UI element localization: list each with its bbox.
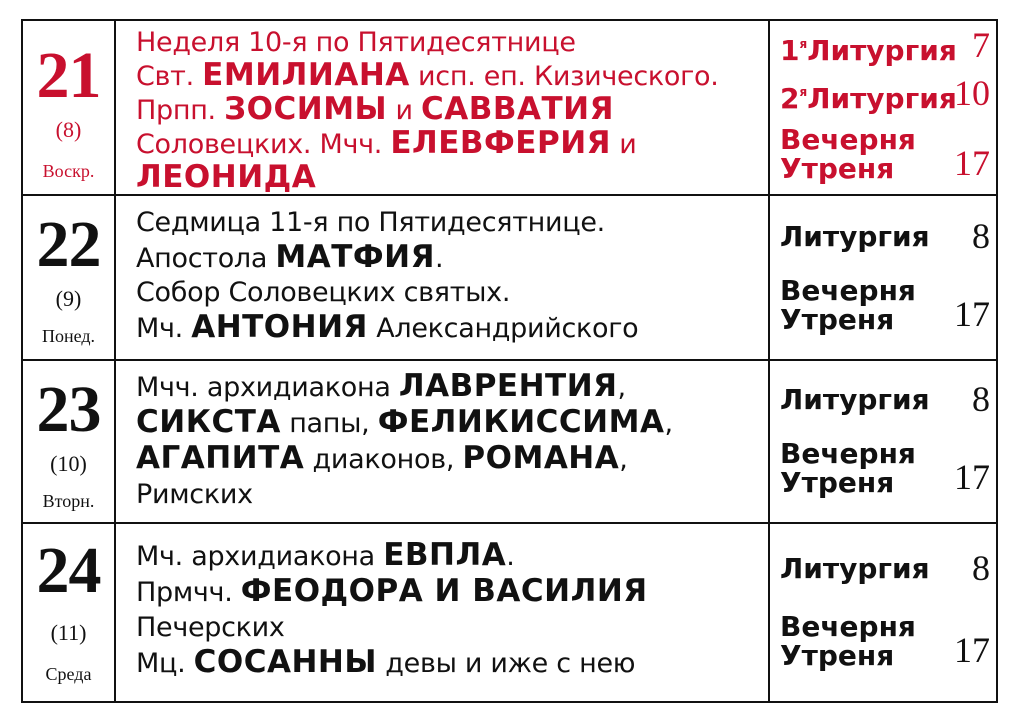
service-time: 7	[972, 25, 990, 65]
services-cell	[770, 196, 996, 359]
date-cell	[23, 524, 116, 701]
saint-line: ЛЕОНИДА	[136, 159, 317, 195]
saint-line: Печерских	[136, 612, 285, 643]
services-cell	[770, 524, 996, 701]
service-liturgy: Литургия	[780, 552, 930, 585]
saint-line: Римских	[136, 479, 253, 510]
service-matins: Утреня	[780, 303, 895, 336]
service-vespers: Вечерня	[780, 437, 916, 470]
saint-line: Мч. архидиакона ЕВПЛА.	[136, 537, 515, 573]
saints-cell	[116, 361, 770, 522]
service-liturgy: Литургия	[780, 220, 930, 253]
feast-line: Седмица 11-я по Пятидесятнице.	[136, 207, 605, 238]
day-number: 24	[36, 534, 101, 607]
saint-line: Апостола МАТФИЯ.	[136, 239, 444, 275]
service-time: 8	[972, 379, 990, 419]
service-time: 17	[954, 630, 990, 670]
day-number: 21	[36, 39, 101, 112]
date-cell	[23, 361, 116, 522]
date-cell	[23, 196, 116, 359]
saint-line: СИКСТА папы, ФЕЛИКИССИМА,	[136, 404, 673, 440]
service-time: 17	[954, 143, 990, 183]
saint-line: Соловецких. Мчч. ЕЛЕВФЕРИЯ и	[136, 125, 637, 161]
old-style-date: (9)	[55, 286, 82, 311]
date-cell	[23, 21, 116, 194]
service-matins: Утреня	[780, 639, 895, 672]
service-matins: Утреня	[780, 152, 895, 185]
saint-line: Мц. СОСАННЫ девы и иже с нею	[136, 644, 636, 680]
saint-line: Мчч. архидиакона ЛАВРЕНТИЯ,	[136, 368, 626, 404]
weekday: Среда	[45, 664, 92, 684]
old-style-date: (8)	[55, 117, 82, 142]
old-style-date: (11)	[50, 620, 87, 645]
service-vespers: Вечерня	[780, 610, 916, 643]
service-liturgy-2: $2^яЛитургия$	[780, 82, 957, 115]
saint-line: Прмчч. ФЕОДОРА И ВАСИЛИЯ	[136, 573, 648, 609]
weekday: Вторн.	[42, 491, 95, 511]
saint-line: АГАПИТА диаконов, РОМАНА,	[136, 440, 628, 476]
old-style-date: (10)	[50, 451, 87, 476]
service-time: 10	[954, 73, 990, 113]
day-number: 22	[36, 208, 101, 281]
service-vespers: Вечерня	[780, 274, 916, 307]
saint-line: Прпп. ЗОСИМЫ и САВВАТИЯ	[136, 91, 614, 127]
day-row-21	[23, 21, 996, 196]
service-liturgy: Литургия	[780, 383, 930, 416]
day-row-22	[23, 196, 996, 361]
saint-line: Свт. ЕМИЛИАНА исп. еп. Кизического.	[136, 57, 719, 93]
schedule-table	[21, 19, 998, 703]
day-row-23	[23, 361, 996, 524]
saint-line: Мч. АНТОНИЯ Александрийского	[136, 309, 639, 345]
service-time: 8	[972, 548, 990, 588]
service-vespers: Вечерня	[780, 123, 916, 156]
saints-cell	[116, 196, 770, 359]
service-liturgy-1: $1^яЛитургия$	[780, 34, 957, 67]
services-cell	[770, 21, 996, 194]
saint-line: Собор Соловецких святых.	[136, 277, 511, 308]
saints-cell	[116, 524, 770, 701]
day-number: 23	[36, 373, 101, 446]
saints-cell	[116, 21, 770, 194]
day-row-24	[23, 524, 996, 701]
service-time: 17	[954, 294, 990, 334]
service-time: 8	[972, 216, 990, 256]
service-time: 17	[954, 457, 990, 497]
weekday: Понед.	[41, 326, 96, 346]
services-cell	[770, 361, 996, 522]
feast-line: Неделя 10-я по Пятидесятнице	[136, 27, 576, 58]
weekday: Воскр.	[42, 161, 95, 181]
service-matins: Утреня	[780, 466, 895, 499]
